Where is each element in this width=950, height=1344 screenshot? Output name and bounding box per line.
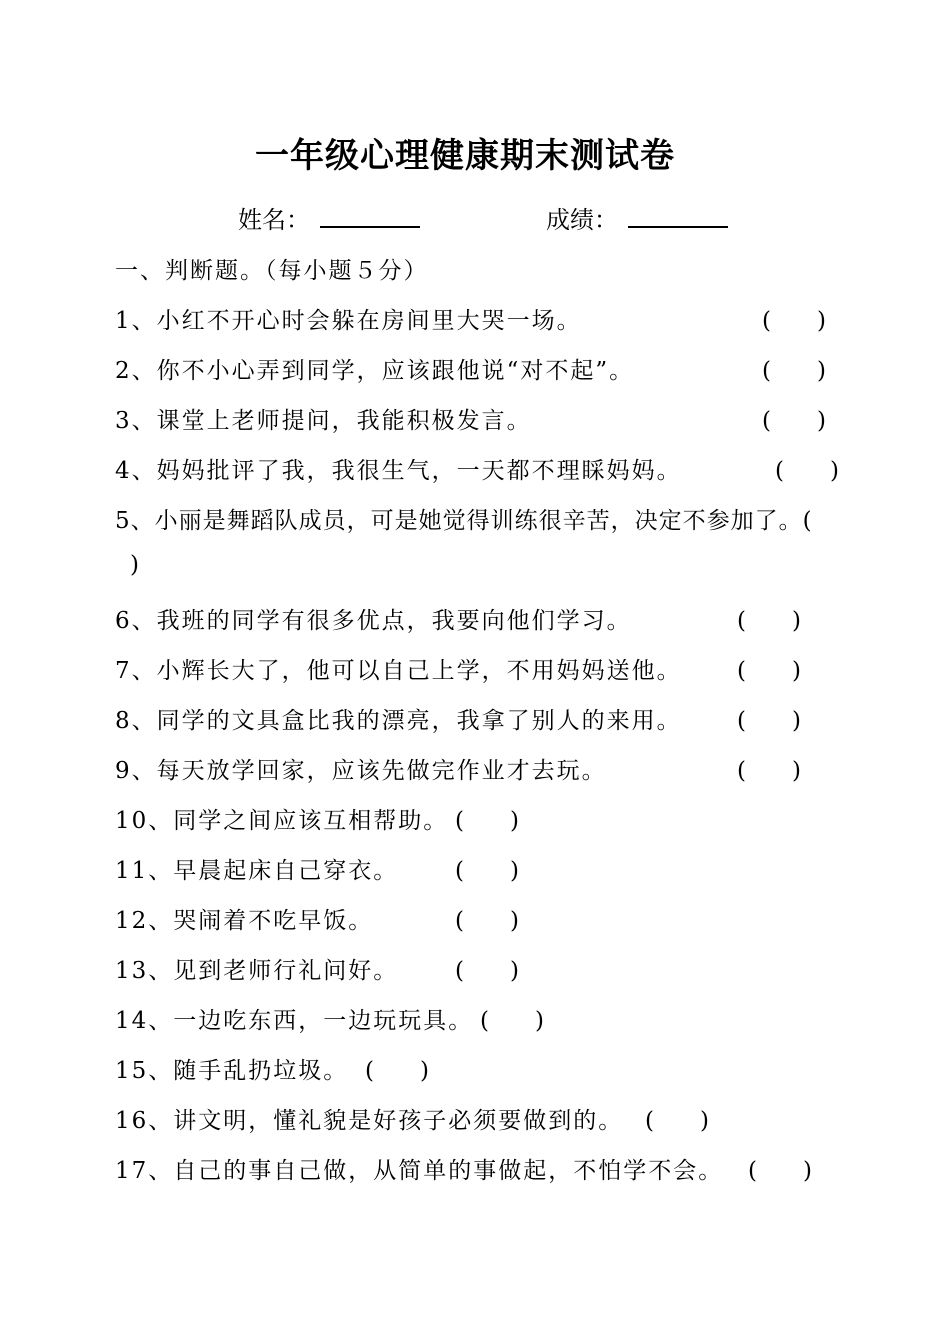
answer-box-4[interactable]: ( ) (775, 458, 839, 484)
score-field (546, 200, 728, 235)
score-blank[interactable] (628, 204, 728, 228)
question-5: 5、小丽是舞蹈队成员，可是她觉得训练很辛苦，决定不参加了。( (115, 508, 813, 534)
question-13: 13、见到老师行礼问好。 (115, 958, 399, 984)
question-17: 17、自己的事自己做，从简单的事做起，不怕学不会。 (115, 1158, 724, 1184)
question-1: 1、小红不开心时会躲在房间里大哭一场。 (115, 308, 582, 334)
answer-box-9[interactable]: ( ) (737, 758, 801, 784)
answer-box-10[interactable]: ( ) (455, 808, 519, 834)
section-heading: 一、判断题。（每小题５分） (115, 258, 429, 284)
answer-box-16[interactable]: ( ) (645, 1108, 709, 1134)
name-field (238, 200, 420, 235)
answer-box-6[interactable]: ( ) (737, 608, 801, 634)
answer-box-7[interactable]: ( ) (737, 658, 801, 684)
answer-box-11[interactable]: ( ) (455, 858, 519, 884)
answer-box-17[interactable]: ( ) (748, 1158, 812, 1184)
question-2: 2、你不小心弄到同学，应该跟他说“对不起”。 (115, 358, 635, 384)
answer-box-3[interactable]: ( ) (762, 408, 826, 434)
question-16: 16、讲文明，懂礼貌是好孩子必须要做到的。 (115, 1108, 624, 1134)
answer-box-14[interactable]: ( ) (480, 1008, 544, 1034)
question-7: 7、小辉长大了，他可以自己上学，不用妈妈送他。 (115, 658, 682, 684)
answer-box-8[interactable]: ( ) (737, 708, 801, 734)
question-15: 15、随手乱扔垃圾。 (115, 1058, 349, 1084)
question-5-continuation[interactable]: ) (130, 552, 141, 578)
name-label: 姓名： (238, 206, 310, 234)
answer-box-1[interactable]: ( ) (762, 308, 826, 334)
question-4: 4、妈妈批评了我，我很生气，一天都不理睬妈妈。 (115, 458, 682, 484)
question-8: 8、同学的文具盒比我的漂亮，我拿了别人的来用。 (115, 708, 682, 734)
question-9: 9、每天放学回家，应该先做完作业才去玩。 (115, 758, 607, 784)
name-blank[interactable] (320, 204, 420, 228)
question-3: 3、课堂上老师提问，我能积极发言。 (115, 408, 532, 434)
question-10: 10、同学之间应该互相帮助。 (115, 808, 449, 834)
question-12: 12、哭闹着不吃早饭。 (115, 908, 374, 934)
page-title: 一年级心理健康期末测试卷 (255, 136, 675, 176)
question-14: 14、一边吃东西，一边玩玩具。 (115, 1008, 474, 1034)
answer-box-12[interactable]: ( ) (455, 908, 519, 934)
answer-box-2[interactable]: ( ) (762, 358, 826, 384)
answer-box-15[interactable]: ( ) (365, 1058, 429, 1084)
question-6: 6、我班的同学有很多优点，我要向他们学习。 (115, 608, 632, 634)
answer-box-13[interactable]: ( ) (455, 958, 519, 984)
score-label: 成绩： (546, 206, 618, 234)
question-11: 11、早晨起床自己穿衣。 (115, 858, 399, 884)
